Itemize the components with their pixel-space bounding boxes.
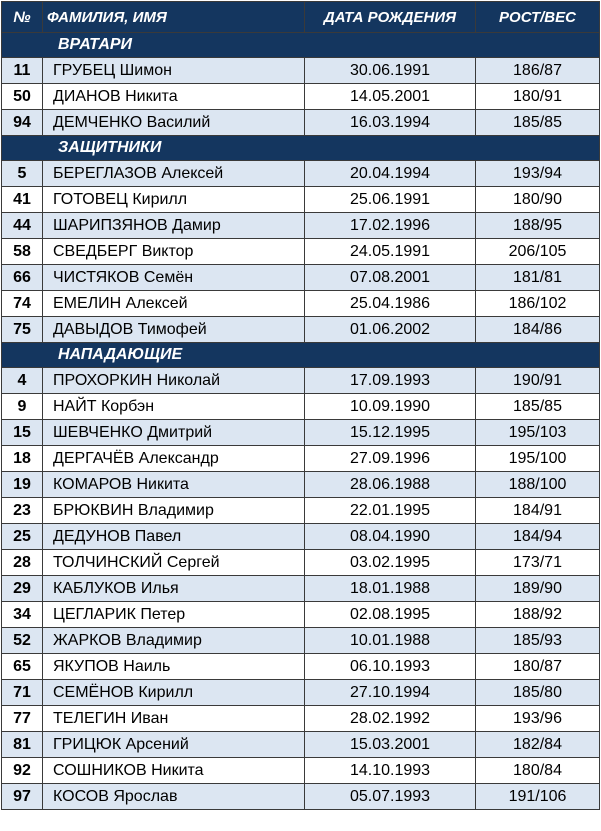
table-row xyxy=(2,84,600,110)
player-name: ЦЕГЛАРИК Петер xyxy=(43,602,305,628)
player-name: ЕМЕЛИН Алексей xyxy=(43,291,305,317)
section-group xyxy=(2,136,600,343)
player-number: 5 xyxy=(2,161,43,187)
roster-table xyxy=(1,1,600,810)
table-row xyxy=(2,628,600,654)
table-row xyxy=(2,58,600,84)
player-birth-date: 08.04.1990 xyxy=(305,524,476,550)
table-row xyxy=(2,265,600,291)
header-name: ФАМИЛИЯ, ИМЯ xyxy=(43,2,305,33)
player-name: СВЕДБЕРГ Виктор xyxy=(43,239,305,265)
player-number: 92 xyxy=(2,758,43,784)
player-name: ГРИЦЮК Арсений xyxy=(43,732,305,758)
player-birth-date: 25.04.1986 xyxy=(305,291,476,317)
table-row xyxy=(2,550,600,576)
player-name: ЧИСТЯКОВ Семён xyxy=(43,265,305,291)
section-header-row xyxy=(2,343,600,368)
player-number: 75 xyxy=(2,317,43,343)
table-row xyxy=(2,446,600,472)
player-number: 74 xyxy=(2,291,43,317)
player-number: 58 xyxy=(2,239,43,265)
player-birth-date: 10.01.1988 xyxy=(305,628,476,654)
player-name: КОСОВ Ярослав xyxy=(43,784,305,810)
player-height-weight: 182/84 xyxy=(476,732,600,758)
player-name: БРЮКВИН Владимир xyxy=(43,498,305,524)
player-number: 41 xyxy=(2,187,43,213)
table-row xyxy=(2,394,600,420)
player-number: 18 xyxy=(2,446,43,472)
player-number: 94 xyxy=(2,110,43,136)
player-name: ЯКУПОВ Наиль xyxy=(43,654,305,680)
section-title: ВРАТАРИ xyxy=(2,33,600,58)
header-number: № xyxy=(2,2,43,33)
player-name: ГРУБЕЦ Шимон xyxy=(43,58,305,84)
player-birth-date: 02.08.1995 xyxy=(305,602,476,628)
player-birth-date: 15.12.1995 xyxy=(305,420,476,446)
player-number: 28 xyxy=(2,550,43,576)
section-title: ЗАЩИТНИКИ xyxy=(2,136,600,161)
player-birth-date: 15.03.2001 xyxy=(305,732,476,758)
player-number: 71 xyxy=(2,680,43,706)
player-height-weight: 185/85 xyxy=(476,110,600,136)
player-number: 34 xyxy=(2,602,43,628)
player-height-weight: 195/100 xyxy=(476,446,600,472)
player-birth-date: 20.04.1994 xyxy=(305,161,476,187)
player-name: ЖАРКОВ Владимир xyxy=(43,628,305,654)
player-birth-date: 28.06.1988 xyxy=(305,472,476,498)
player-number: 50 xyxy=(2,84,43,110)
table-row xyxy=(2,602,600,628)
player-name: ДЕДУНОВ Павел xyxy=(43,524,305,550)
player-name: КОМАРОВ Никита xyxy=(43,472,305,498)
player-birth-date: 14.05.2001 xyxy=(305,84,476,110)
player-number: 23 xyxy=(2,498,43,524)
player-height-weight: 195/103 xyxy=(476,420,600,446)
section-title: НАПАДАЮЩИЕ xyxy=(2,343,600,368)
player-birth-date: 06.10.1993 xyxy=(305,654,476,680)
table-row xyxy=(2,368,600,394)
player-number: 4 xyxy=(2,368,43,394)
player-name: ШАРИПЗЯНОВ Дамир xyxy=(43,213,305,239)
player-height-weight: 185/80 xyxy=(476,680,600,706)
player-name: ТОЛЧИНСКИЙ Сергей xyxy=(43,550,305,576)
player-number: 9 xyxy=(2,394,43,420)
section-group xyxy=(2,33,600,136)
player-birth-date: 17.09.1993 xyxy=(305,368,476,394)
table-row xyxy=(2,239,600,265)
player-height-weight: 191/106 xyxy=(476,784,600,810)
player-number: 77 xyxy=(2,706,43,732)
player-birth-date: 22.01.1995 xyxy=(305,498,476,524)
player-height-weight: 188/100 xyxy=(476,472,600,498)
section-group xyxy=(2,343,600,810)
player-name: ДЕМЧЕНКО Василий xyxy=(43,110,305,136)
player-name: ГОТОВЕЦ Кирилл xyxy=(43,187,305,213)
table-row xyxy=(2,706,600,732)
player-number: 97 xyxy=(2,784,43,810)
player-birth-date: 30.06.1991 xyxy=(305,58,476,84)
player-height-weight: 184/91 xyxy=(476,498,600,524)
player-number: 66 xyxy=(2,265,43,291)
table-row xyxy=(2,161,600,187)
table-row xyxy=(2,758,600,784)
player-height-weight: 180/84 xyxy=(476,758,600,784)
player-name: СЕМЁНОВ Кирилл xyxy=(43,680,305,706)
player-birth-date: 25.06.1991 xyxy=(305,187,476,213)
player-birth-date: 18.01.1988 xyxy=(305,576,476,602)
table-row xyxy=(2,187,600,213)
player-number: 52 xyxy=(2,628,43,654)
player-birth-date: 07.08.2001 xyxy=(305,265,476,291)
player-height-weight: 188/92 xyxy=(476,602,600,628)
header-birth-date: ДАТА РОЖДЕНИЯ xyxy=(305,2,476,33)
player-height-weight: 180/91 xyxy=(476,84,600,110)
player-birth-date: 16.03.1994 xyxy=(305,110,476,136)
player-birth-date: 14.10.1993 xyxy=(305,758,476,784)
player-name: ШЕВЧЕНКО Дмитрий xyxy=(43,420,305,446)
section-header-row xyxy=(2,33,600,58)
player-name: БЕРЕГЛАЗОВ Алексей xyxy=(43,161,305,187)
table-row xyxy=(2,680,600,706)
table-row xyxy=(2,317,600,343)
player-height-weight: 180/90 xyxy=(476,187,600,213)
player-name: НАЙТ Корбэн xyxy=(43,394,305,420)
player-name: ТЕЛЕГИН Иван xyxy=(43,706,305,732)
table-row xyxy=(2,213,600,239)
player-birth-date: 24.05.1991 xyxy=(305,239,476,265)
player-number: 44 xyxy=(2,213,43,239)
player-height-weight: 184/86 xyxy=(476,317,600,343)
header-row xyxy=(2,2,600,33)
player-birth-date: 03.02.1995 xyxy=(305,550,476,576)
player-name: КАБЛУКОВ Илья xyxy=(43,576,305,602)
player-name: ПРОХОРКИН Николай xyxy=(43,368,305,394)
section-header-row xyxy=(2,136,600,161)
table-row xyxy=(2,576,600,602)
player-height-weight: 184/94 xyxy=(476,524,600,550)
player-height-weight: 188/95 xyxy=(476,213,600,239)
table-row xyxy=(2,784,600,810)
player-name: ДЕРГАЧЁВ Александр xyxy=(43,446,305,472)
player-height-weight: 185/93 xyxy=(476,628,600,654)
table-row xyxy=(2,524,600,550)
table-row xyxy=(2,654,600,680)
player-number: 65 xyxy=(2,654,43,680)
player-height-weight: 189/90 xyxy=(476,576,600,602)
table-row xyxy=(2,291,600,317)
player-number: 25 xyxy=(2,524,43,550)
player-birth-date: 17.02.1996 xyxy=(305,213,476,239)
roster-header xyxy=(2,2,600,33)
player-name: ДАВЫДОВ Тимофей xyxy=(43,317,305,343)
table-row xyxy=(2,110,600,136)
player-birth-date: 01.06.2002 xyxy=(305,317,476,343)
player-number: 15 xyxy=(2,420,43,446)
player-number: 29 xyxy=(2,576,43,602)
table-row xyxy=(2,420,600,446)
player-height-weight: 180/87 xyxy=(476,654,600,680)
player-height-weight: 206/105 xyxy=(476,239,600,265)
player-height-weight: 193/94 xyxy=(476,161,600,187)
player-birth-date: 10.09.1990 xyxy=(305,394,476,420)
player-number: 19 xyxy=(2,472,43,498)
player-height-weight: 186/102 xyxy=(476,291,600,317)
player-birth-date: 05.07.1993 xyxy=(305,784,476,810)
player-birth-date: 27.10.1994 xyxy=(305,680,476,706)
player-height-weight: 193/96 xyxy=(476,706,600,732)
player-birth-date: 28.02.1992 xyxy=(305,706,476,732)
table-row xyxy=(2,472,600,498)
header-height-weight: РОСТ/ВЕС xyxy=(476,2,600,33)
player-height-weight: 186/87 xyxy=(476,58,600,84)
player-number: 11 xyxy=(2,58,43,84)
player-height-weight: 190/91 xyxy=(476,368,600,394)
player-number: 81 xyxy=(2,732,43,758)
player-name: ДИАНОВ Никита xyxy=(43,84,305,110)
player-height-weight: 173/71 xyxy=(476,550,600,576)
player-height-weight: 185/85 xyxy=(476,394,600,420)
player-birth-date: 27.09.1996 xyxy=(305,446,476,472)
player-name: СОШНИКОВ Никита xyxy=(43,758,305,784)
table-row xyxy=(2,732,600,758)
table-row xyxy=(2,498,600,524)
player-height-weight: 181/81 xyxy=(476,265,600,291)
